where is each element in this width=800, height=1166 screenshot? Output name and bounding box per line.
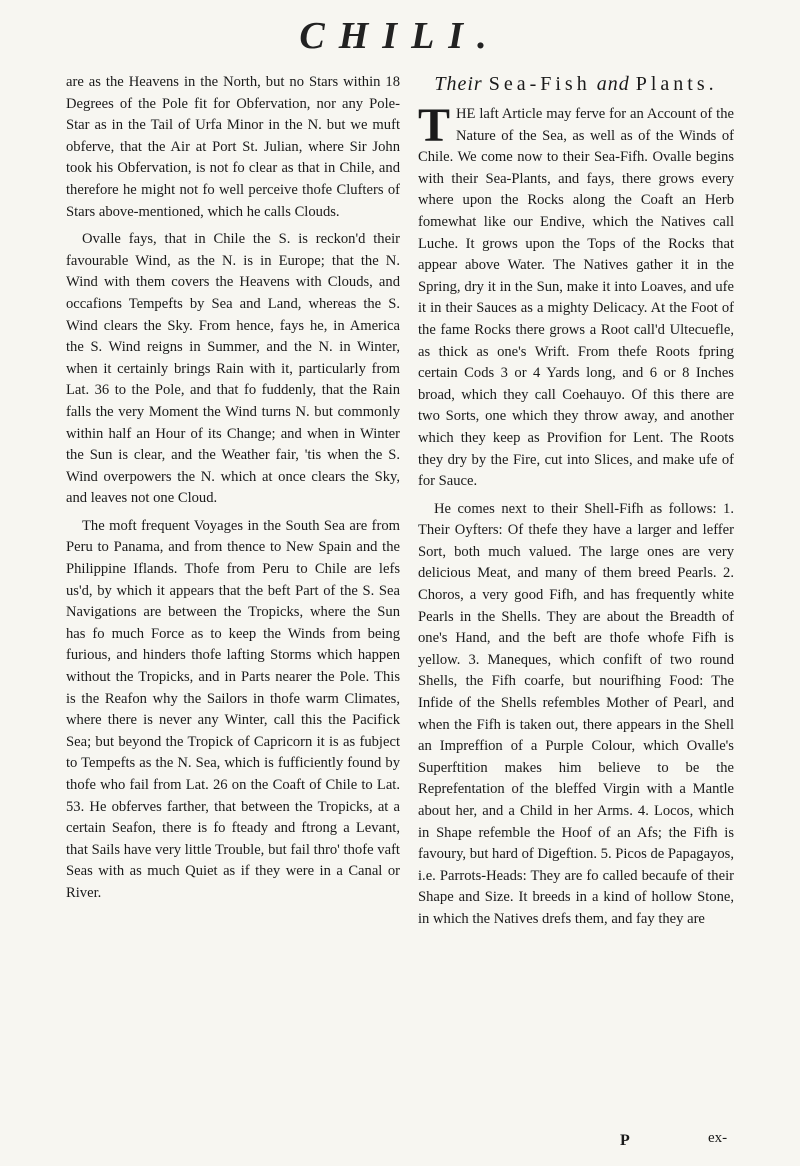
paragraph-text: HE laft Article may ferve for an Account of the Nature of the Sea, as well as of the Winds of Chile. We come now to their Sea-Fifh. Ovalle begins with their Sea-Plants, and fays, there grows every where upon the Rocks along the Coaft an Herb fomewhat like our Endive, which the Natives call Luche. It grows upon the Tops of the Rocks that appear above Water. The Natives gather it in the Spring, dry it in the Sun, make it into Loaves, and ufe it in their Sauces as a mighty Delicacy. At the Foot of the fame Rocks there grows a Root call'd Ultecuefle, as thick as one's Wrift. From thefe Roots fpring certain Cods 3 or 4 Yards long, and 6 or 8 Inches broad, which they call Coehauyo. Of this there are two Sorts, one which they throw away, and another which they keep as Provifion for Lent. The Roots they dry by the Fire, cut into Slices, and make ufe of for Sauce. [418,106,734,490]
section-title-sea-fish: Sea-Fish [488,73,591,95]
signature-mark: P [620,1132,630,1149]
drop-cap: T [418,99,451,152]
section-title-and: and [596,73,630,95]
paragraph: The moft frequent Voyages in the South Sea are from Peru to Panama, and from thence to New Spain and the Philippine Iflands. Thofe from Peru to Chile are lefs us'd, by which it appears that the beft Part of the S. Sea Navigations are between the Tropicks, where the Sun has fo much Force as to keep the Winds from being furious, and hinders thofe lafting Storms which happen without the Tropicks, and in Parts nearer the Pole. This is the Reafon why the Sailors in thofe warm Climates, where there is never any Winter, call this the Pacifick Sea; but beyond the Tropick of Capricorn it is as fubject to Tempefts as the N. Sea, which is fufficiently found by thofe who fail from Lat. 26 on the Coaft of Chile to Lat. 53. He obferves farther, that between the Tropicks, at a certain Seafon, there is fo fteady and ftrong a Levant, that Sails have very little Trouble, but fail thro' thofe vaft Seas with as much Quiet as if they were in a Canal or River. [66,517,400,901]
running-head: CHILI. [299,15,501,57]
section-title [418,72,734,96]
section-title-plants: Plants. [635,73,718,95]
paragraph: He comes next to their Shell-Fifh as follows: 1. Their Oyfters: Of thefe they have a larger and leffer Sort, both much valued. The large ones are very delicious Meat, and many of them breed Pearls. 2. Choros, a very good Fifh, and has frequently white Pearls in the Shells. They are about the Breadth of one's Hand, and the beft are thofe whofe Fifh is yellow. 3. Maneques, which confift of two round Shells, the Fifh coarfe, but nourifhing Food: The Infide of the Shells refembles Mother of Pearl, and when the Fifh is taken out, there appears in the Shell an Impreffion of a Purple Colour, which Ovalle's Superftition makes him believe to be the Reprefentation of the bleffed Virgin with a Mantle about her, and a Child in her Arms. 4. Locos, which in Shape refemble the Hoof of an Afs; the Fifh is favoury, but hard of Digeftion. 5. Picos de Papagayos, i.e. Parrots-Heads: They are fo called becaufe of their Shape and Size. It breeds in a kind of hollow Stone, in which the Natives drefs them, and fay they are [418,500,734,927]
catchword: ex- [708,1130,728,1146]
paragraph [418,99,734,493]
paragraph: Ovalle fays, that in Chile the S. is reckon'd their favourable Wind, as the N. is in Europe; that the N. Wind with them covers the Heavens with Clouds, and occafions Tempefts by Sea and Land, whereas the S. Wind clears the Sky. From hence, fays he, in America the S. Wind reigns in Summer, and the N. in Winter, when it certainly brings Rain with it, particularly from Lat. 36 to the Pole, and that fo fuddenly, that the Rain falls the very Moment the Wind turns N. but commonly within half an Hour of its Change; and when in Winter the Sun is clear, and the Weather fair, 'tis when the S. Wind overpowers the N. which at once clears the Sky, and leaves not one Cloud. [66,231,400,507]
section-title-their: Their [434,73,483,95]
paragraph: are as the Heavens in the North, but no Stars within 18 Degrees of the Pole fit for Obfervation, nor any Pole-Star as in the Tail of Urfa Minor in the N. but we muft obferve, that the Air at Port St. Julian, where Sir John took his Obfervation, is not fo clear as that in Chile, and therefore he might not fo well perceive thofe Clufters of Stars above-mentioned, which he calls Clouds. [66,74,400,220]
right-column [418,72,734,931]
left-column [66,72,400,905]
